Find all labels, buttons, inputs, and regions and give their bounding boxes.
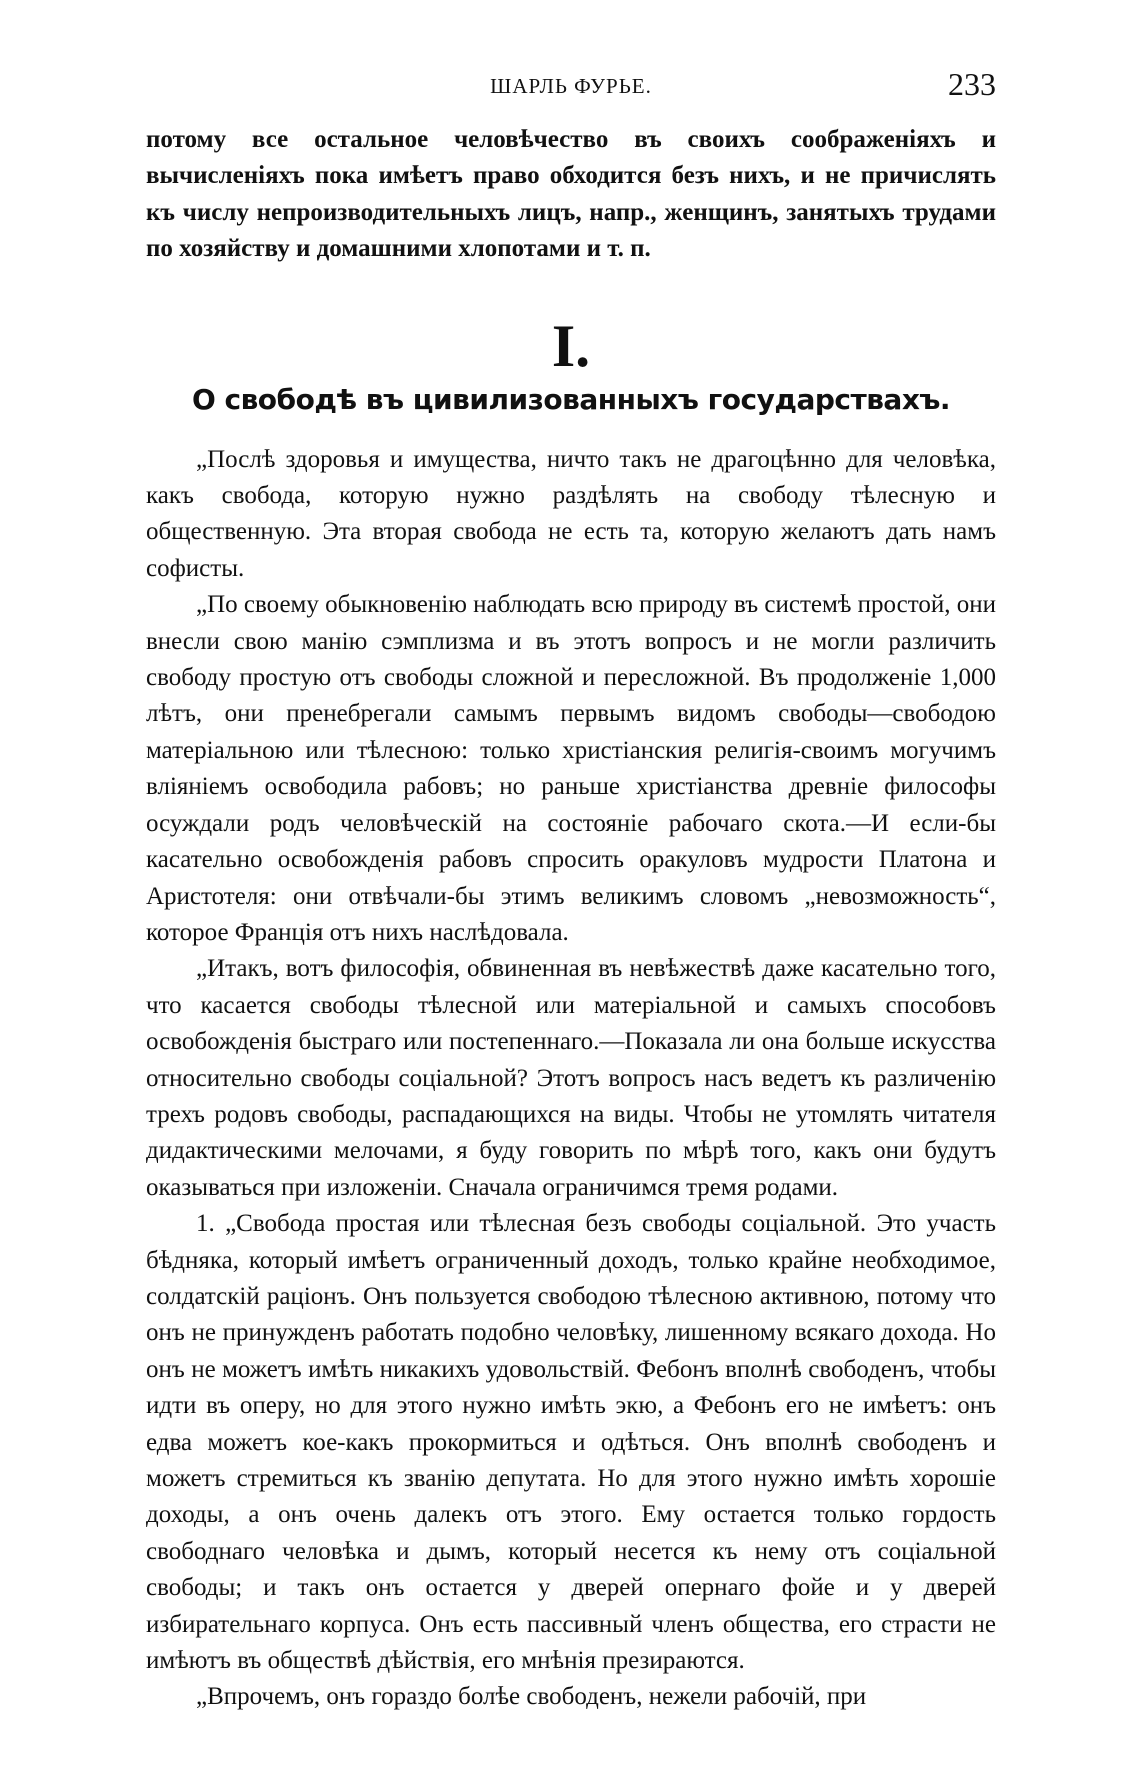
paragraph-5: „Впрочемъ, онъ гораздо болѣе свободенъ, нежели рабочій, при [196,1683,867,1711]
running-head [146,66,996,110]
paragraph-2: „По своему обыкновенію наблюдать всю природу въ системѣ простой, они внесли свою манію сэмплизма и въ этотъ вопросъ и не могли различить свободу простую отъ свободы сложной и пересложной. Въ продолженіе 1,000 лѣтъ, они пренебрегали самымъ первымъ видомъ свободы—свободою матеріальною или тѣлесною: только христіанския религія-своимъ могучимъ вліяніемъ освободила рабовъ; но раньше христіанства древніе философы осуждали родъ человѣческій на состояніе рабочаго скота.—И если-бы касательно освобожденія рабовъ спросить оракуловъ мудрости Платона и Аристотеля: они отвѣчали-бы этимъ великимъ словомъ „невозможность“, которое Франція отъ нихъ наслѣдовала. [146,591,996,946]
paragraph-4: 1. „Свобода простая или тѣлесная безъ свободы соціальной. Это участь бѣдняка, который имѣетъ ограниченный доходъ, только крайне необходимое, солдатскій раціонъ. Онъ пользуется свободою тѣлесною активною, потому что онъ не принужденъ работать подобно человѣку, лишенному всякаго дохода. Но онъ не можетъ имѣть никакихъ удовольствій. Фебонъ вполнѣ свободенъ, чтобы идти въ оперу, но для этого нужно имѣть экю, а Фебонъ его не имѣетъ: онъ едва можетъ кое-какъ прокормиться и одѣться. Онъ вполнѣ свободенъ и можетъ стремиться къ званію депутата. Но для этого нужно имѣть хорошіе доходы, а онъ очень далекъ отъ этого. Ему остается только гордость свободнаго человѣка и дымъ, который несется къ нему отъ соціальной свободы; и такъ онъ остается у дверей опернаго фойе и у дверей избирательнаго корпуса. Онъ есть пассивный членъ общества, его страсти не имѣютъ въ обществѣ дѣйствія, его мнѣнія презираются. [146,1210,996,1675]
book-page [146,66,996,1716]
continued-paragraph: потому все остальное человѣчество въ своихъ соображеніяхъ и вычисленіяхъ пока имѣетъ право обходится безъ нихъ, и не причислять къ числу непроизводительныхъ лицъ, напр., женщинъ, занятыхъ трудами по хозяйству и домашними хлопотами и т. п. [146,126,996,263]
page-number: 233 [948,66,996,102]
section-numeral: I. [551,312,591,379]
running-title: ШАРЛЬ ФУРЬЕ. [490,74,652,98]
paragraph-3: „Итакъ, вотъ философія, обвиненная въ невѣжествѣ даже касательно того, что касается свободы тѣлесной или матеріальной и самыхъ способовъ освобожденія быстраго или постепеннаго.—Показала ли она больше искусства относительно свободы соціальной? Этотъ вопросъ насъ ведетъ къ различенію трехъ родовъ свободы, распадающихся на виды. Чтобы не утомлять читателя дидактическими мелочами, я буду говорить по мѣрѣ того, какъ они будутъ оказываться при изложеніи. Сначала ограничимся тремя родами. [146,955,996,1201]
paragraph-1: „Послѣ здоровья и имущества, ничто такъ не драгоцѣнно для человѣка, какъ свобода, которую нужно раздѣлять на свободу тѣлесную и общественную. Эта вторая свобода не есть та, которую желаютъ дать намъ софисты. [146,445,996,582]
section-title: О свободѣ въ цивилизованныхъ государствахъ. [191,382,951,416]
